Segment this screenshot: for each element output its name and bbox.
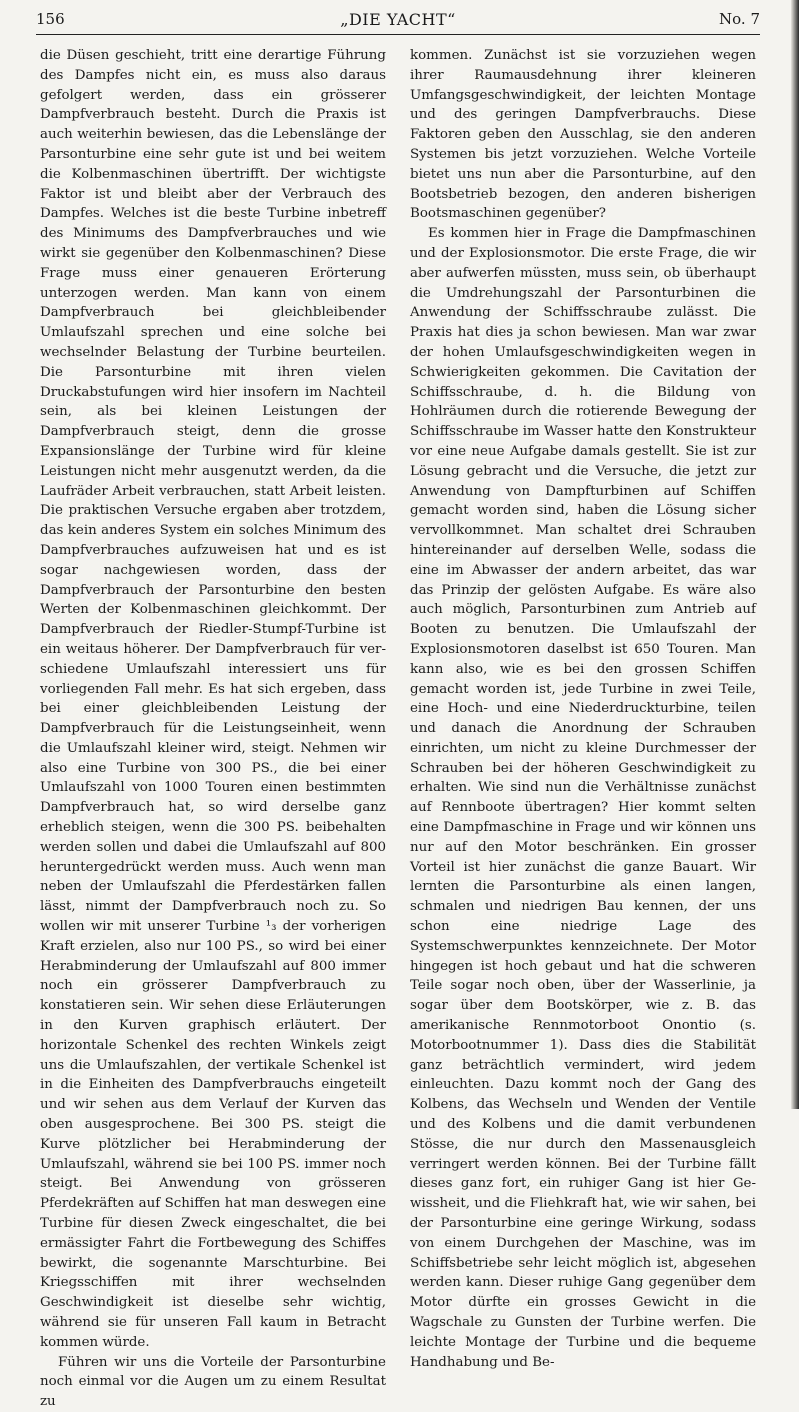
right-paragraph-2: Es kommen hier in Frage die Dampfmaschinen und der Explosionsmotor. Die erste Frage, die wir aber aufwerfen müssten, muss sein, ob überhaupt die Umdrehungszahl der Parsonturbinen die Anwendung der Schiffsschraube zulässt. Die Praxis hat dies ja schon bewiesen. Man war zwar der hohen Umlaufsgeschwindigkeiten wegen in Schwierigkeiten gekommen. Die Cavitation der Schiffsschraube, d. h. die Bildung von Hohlräumen durch die rotierende Bewegung der Schiffsschraube im Wasser hatte den Konstrukteur vor eine neue Aufgabe damals gestellt. Sie ist zur Lösung gebracht und die Versuche, die jetzt zur Anwendung von Dampfturbinen auf Schiffen gemacht worden sind, haben die Lösung sicher vervollkommnet. Man schaltet drei Schrauben hintereinander auf derselben Welle, sodass die eine im Abwasser der andern arbeitet, das war das Prinzip der gelösten Aufgabe. Es wäre also auch möglich, Parsonturbinen zum Antrieb auf Booten zu benutzen. Die Umlaufszahl der Explosionsmotoren daselbst ist 650 Touren. Man kann also, wie es bei den grossen Schiffen gemacht worden ist, jede Turbine in zwei Teile, eine Hoch- und eine Niederdruckturbine, teilen und danach die Anordnung der Schrauben einrichten, um nicht zu kleine Durchmesser der Schrauben bei der höheren Geschwindigkeit zu erhalten. Wie sind nun die Verhältnisse zunächst auf Rennboote übertragen? Hier kommt selten eine Dampfmaschine in Frage und wir können uns nur auf den Motor beschränken. Ein grosser Vorteil ist hier zunächst die ganze Bauart. Wir lernten die Parsonturbine als einen langen, schmalen und niedrigen Bau kennen, der uns schon eine niedrige Lage des Systemschwerpunktes kennzeichnete. Der Motor hingegen ist hoch gebaut und hat die schweren Teile sogar noch oben, über der Wasserlinie, ja sogar über dem Bootskörper, wie z. B. das amerikanische Rennmotorboot Onontio (s. Motorbootnummer 1). Dass dies die Stabilität ganz beträchtlich vermindert, wird jedem einleuchten. Dazu kommt noch der Gang des Kolbens, das Wechseln und Wenden der Ventile und des Kolbens und die damit verbundenen Stösse, die nur durch den Massenausgleich verringert werden können. Bei der Turbine fällt dieses ganz fort, ein ruhiger Gang ist hier Gewissheit, und die Fliehkraft hat, wie wir sahen, bei der Parsonturbine eine geringe Wirkung, sodass von einem Durchgehen der Maschine, was im Schiffsbetriebe sehr leicht möglich ist, abgesehen werden kann. Dieser ruhige Gang gegenüber dem Motor dürfte ein grosses Gewicht in die Wagschale zu Gunsten der Turbine werfen. Die leichte Montage der Turbine und die bequeme Handhabung und Be- (410, 226, 756, 1370)
left-paragraph-1: die Düsen geschieht, tritt eine derartige Führung des Dampfes nicht ein, es muss also daraus gefolgert werden, dass ein grösserer Dampfverbrauch besteht. Durch die Praxis ist auch weiterhin bewiesen, das die Lebenslänge der Parsonturbine eine sehr gute ist und bei weitem die Kolbenmaschinen übertrifft. Der wichtigste Faktor ist und bleibt aber der Verbrauch des Dampfes. Welches ist die beste Turbine inbetreff des Minimums des Dampfverbrauches und wie wirkt sie gegenüber den Kolbenmaschinen? Diese Frage muss einer genaueren Erörterung unterzogen werden. Man kann von einem Dampfverbrauch bei gleichbleibender Umlaufszahl sprechen und eine solche bei wechselnder Belastung der Turbine beurteilen. Die Parsonturbine mit ihren vielen Druckabstufungen wird hier insofern im Nachteil sein, als bei kleinen Leistungen der Dampfverbrauch steigt, denn die grosse Expansionslänge der Turbine wird für kleine Leistungen nicht mehr ausgenutzt werden, da die Laufräder Arbeit verbrauchen, statt Arbeit leisten. Die praktischen Versuche ergaben aber trotzdem, das kein anderes System ein solches Minimum des Dampfverbrauches aufzuweisen hat und es ist sogar nachgewiesen worden, dass der Dampfverbrauch der Parsonturbine den besten Werten der Kolbenmaschinen gleichkommt. Der Dampfverbrauch der Riedler-Stumpf-Turbine ist ein weitaus höherer. Der Dampfverbrauch für verschiedene Umlaufszahl interessiert uns für vorliegenden Fall mehr. Es hat sich ergeben, dass bei einer gleichbleibenden Leistung der Dampfverbrauch für die Leistungseinheit, wenn die Umlaufszahl kleiner wird, steigt. Nehmen wir also eine Turbine von 300 PS., die bei einer Umlaufszahl von 1000 Touren einen bestimmten Dampfverbrauch hat, so wird derselbe ganz erheblich steigen, wenn die 300 PS. beibehalten werden sollen und dabei die Umlaufszahl auf 800 heruntergedrückt werden muss. Auch wenn man neben der Umlaufszahl die Pferdestärken fallen lässt, nimmt der Dampfverbrauch noch zu. So wollen wir mit unserer Turbine ¹₃ der vorherigen Kraft erzielen, also nur 100 PS., so wird bei einer Herabminderung der Umlaufszahl auf 800 immer noch ein grösserer Dampfverbrauch zu konstatieren sein. Wir sehen diese Erläuterungen in den Kurven graphisch erläutert. Der horizontale Schenkel des rechten Winkels zeigt uns die Umlaufszahlen, der vertikale Schenkel ist in die Einheiten des Dampfverbrauchs eingeteilt und wir sehen aus dem Verlauf der Kurven das oben ausgesprochene. Bei 300 PS. steigt die Kurve plötzlicher bei Herabminderung der Umlaufszahl, während sie bei 100 PS. immer noch steigt. Bei Anwendung von grösseren Pferdekräften auf Schiffen hat man deswegen eine Turbine für diesen Zweck eingeschaltet, die bei ermässigter Fahrt die Fortbewegung des Schiffes bewirkt, die sogenannte Marschturbine. Bei Kriegsschiffen mit ihrer wechselnden Geschwindigkeit ist dieselbe sehr wichtig, während sie für unseren Fall kaum in Betracht kommen würde. (40, 48, 386, 1350)
issue-number: No. 7 (719, 10, 760, 28)
journal-title: „DIE YACHT“ (340, 10, 456, 29)
left-paragraph-2: Führen wir uns die Vorteile der Parsonturbine noch einmal vor die Augen um zu einem Resultat zu (40, 1354, 386, 1410)
page-number: 156 (36, 10, 65, 28)
left-column (40, 46, 386, 1412)
page-header (36, 6, 760, 35)
page-binding-edge (791, 0, 799, 1109)
right-paragraph-1: kommen. Zunächst ist sie vorzuziehen wegen ihrer Raumausdehnung ihrer kleineren Umfangsgeschwindigkeit, der leichten Montage und des geringen Dampfverbrauchs. Diese Faktoren geben den Ausschlag, sie den anderen Systemen bis jetzt vorzuziehen. Welche Vorteile bietet uns nun aber die Parsonturbine, auf den Bootsbetrieb bezogen, den anderen bisherigen Bootsmaschinen gegenüber? (410, 48, 756, 222)
right-column (410, 46, 756, 1372)
